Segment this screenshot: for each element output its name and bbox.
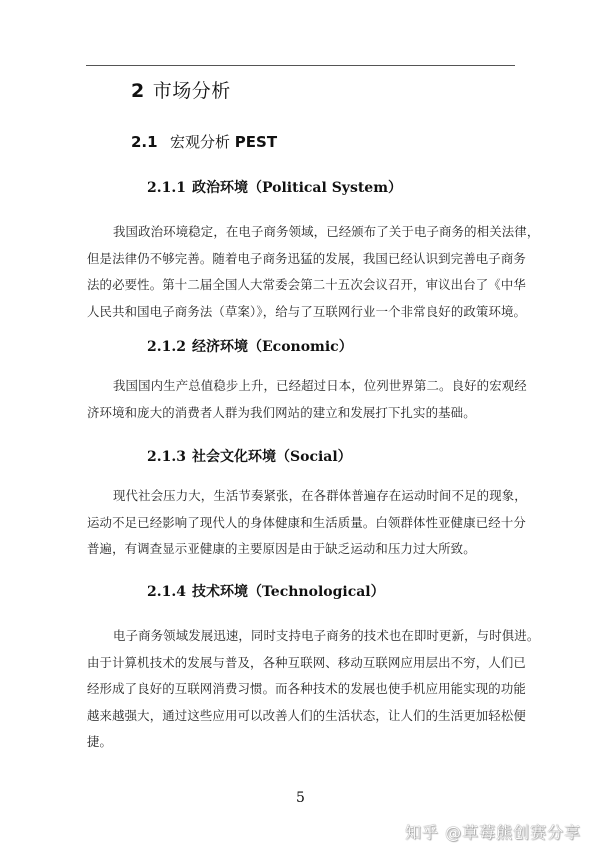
heading-number: 2.1.1 (147, 180, 186, 196)
paragraph-social (87, 483, 527, 563)
paragraph-line: 济环境和庞大的消费者人群为我们网站的建立和发展打下扎实的基础。 (87, 404, 476, 420)
header-rule (86, 65, 515, 66)
paragraph-line: 但是法律仍不够完善。随着电子商务迅猛的发展，我国已经认识到完善电子商务 (87, 250, 526, 266)
section-number: 2 (131, 80, 145, 102)
heading-title: 社会文化环境（Social） (192, 449, 352, 465)
heading-title: 经济环境（Economic） (192, 339, 353, 355)
paragraph-line: 经形成了良好的互联网消费习惯。而各种技术的发展也使手机应用能实现的功能 (87, 681, 526, 697)
heading-economic (147, 336, 353, 356)
heading-number: 2.1.2 (147, 339, 186, 355)
section-title: 市场分析 (152, 80, 231, 102)
heading-technological (147, 581, 385, 601)
subsection-heading (131, 131, 277, 152)
paragraph-line: 运动不足已经影响了现代人的身体健康和生活质量。白领群体性亚健康已经十分 (87, 514, 526, 530)
paragraph-line: 我国国内生产总值稳步上升，已经超过日本，位列世界第二。良好的宏观经 (113, 378, 527, 393)
paragraph-line: 越来越强大，通过这些应用可以改善人们的生活状态，让人们的生活更加轻松便 (87, 707, 526, 723)
paragraph-line: 电子商务领域发展迅速，同时支持电子商务的技术也在即时更新，与时俱进。 (113, 628, 540, 643)
paragraph-line: 我国政治环境稳定，在电子商务领域，已经颁布了关于电子商务的相关法律， (113, 224, 540, 239)
watermark: 知乎 @草莓熊创赛分享 (405, 823, 582, 842)
heading-number: 2.1.4 (147, 584, 186, 600)
paragraph-political (87, 219, 540, 325)
paragraph-line: 法的必要性。第十二届全国人大常委会第二十五次会议召开，审议出台了《中华 (87, 277, 526, 293)
paragraph-line: 由于计算机技术的发展与普及，各种互联网、移动互联网应用层出不穷，人们已 (87, 654, 526, 670)
paragraph-economic (87, 373, 527, 426)
subsection-number: 2.1 (131, 133, 158, 151)
subsection-title-en: PEST (234, 133, 278, 151)
heading-social (147, 446, 352, 466)
heading-political (147, 177, 402, 197)
paragraph-line: 现代社会压力大，生活节奏紧张，在各群体普遍存在运动时间不足的现象， (113, 488, 527, 503)
subsection-title: 宏观分析 (170, 133, 231, 151)
page-number: 5 (296, 790, 305, 806)
paragraph-line: 人民共和国电子商务法（草案）》，给与了互联网行业一个非常良好的政策环境。 (87, 303, 527, 319)
paragraph-line: 捷。 (87, 734, 113, 750)
section-heading (131, 76, 231, 103)
paragraph-line: 普遍，有调查显示亚健康的主要原因是由于缺乏运动和压力过大所致。 (87, 541, 476, 557)
paragraph-technological (87, 623, 540, 756)
heading-title: 政治环境（Political System） (192, 180, 403, 196)
heading-title: 技术环境（Technological） (192, 584, 385, 600)
heading-number: 2.1.3 (147, 449, 186, 465)
